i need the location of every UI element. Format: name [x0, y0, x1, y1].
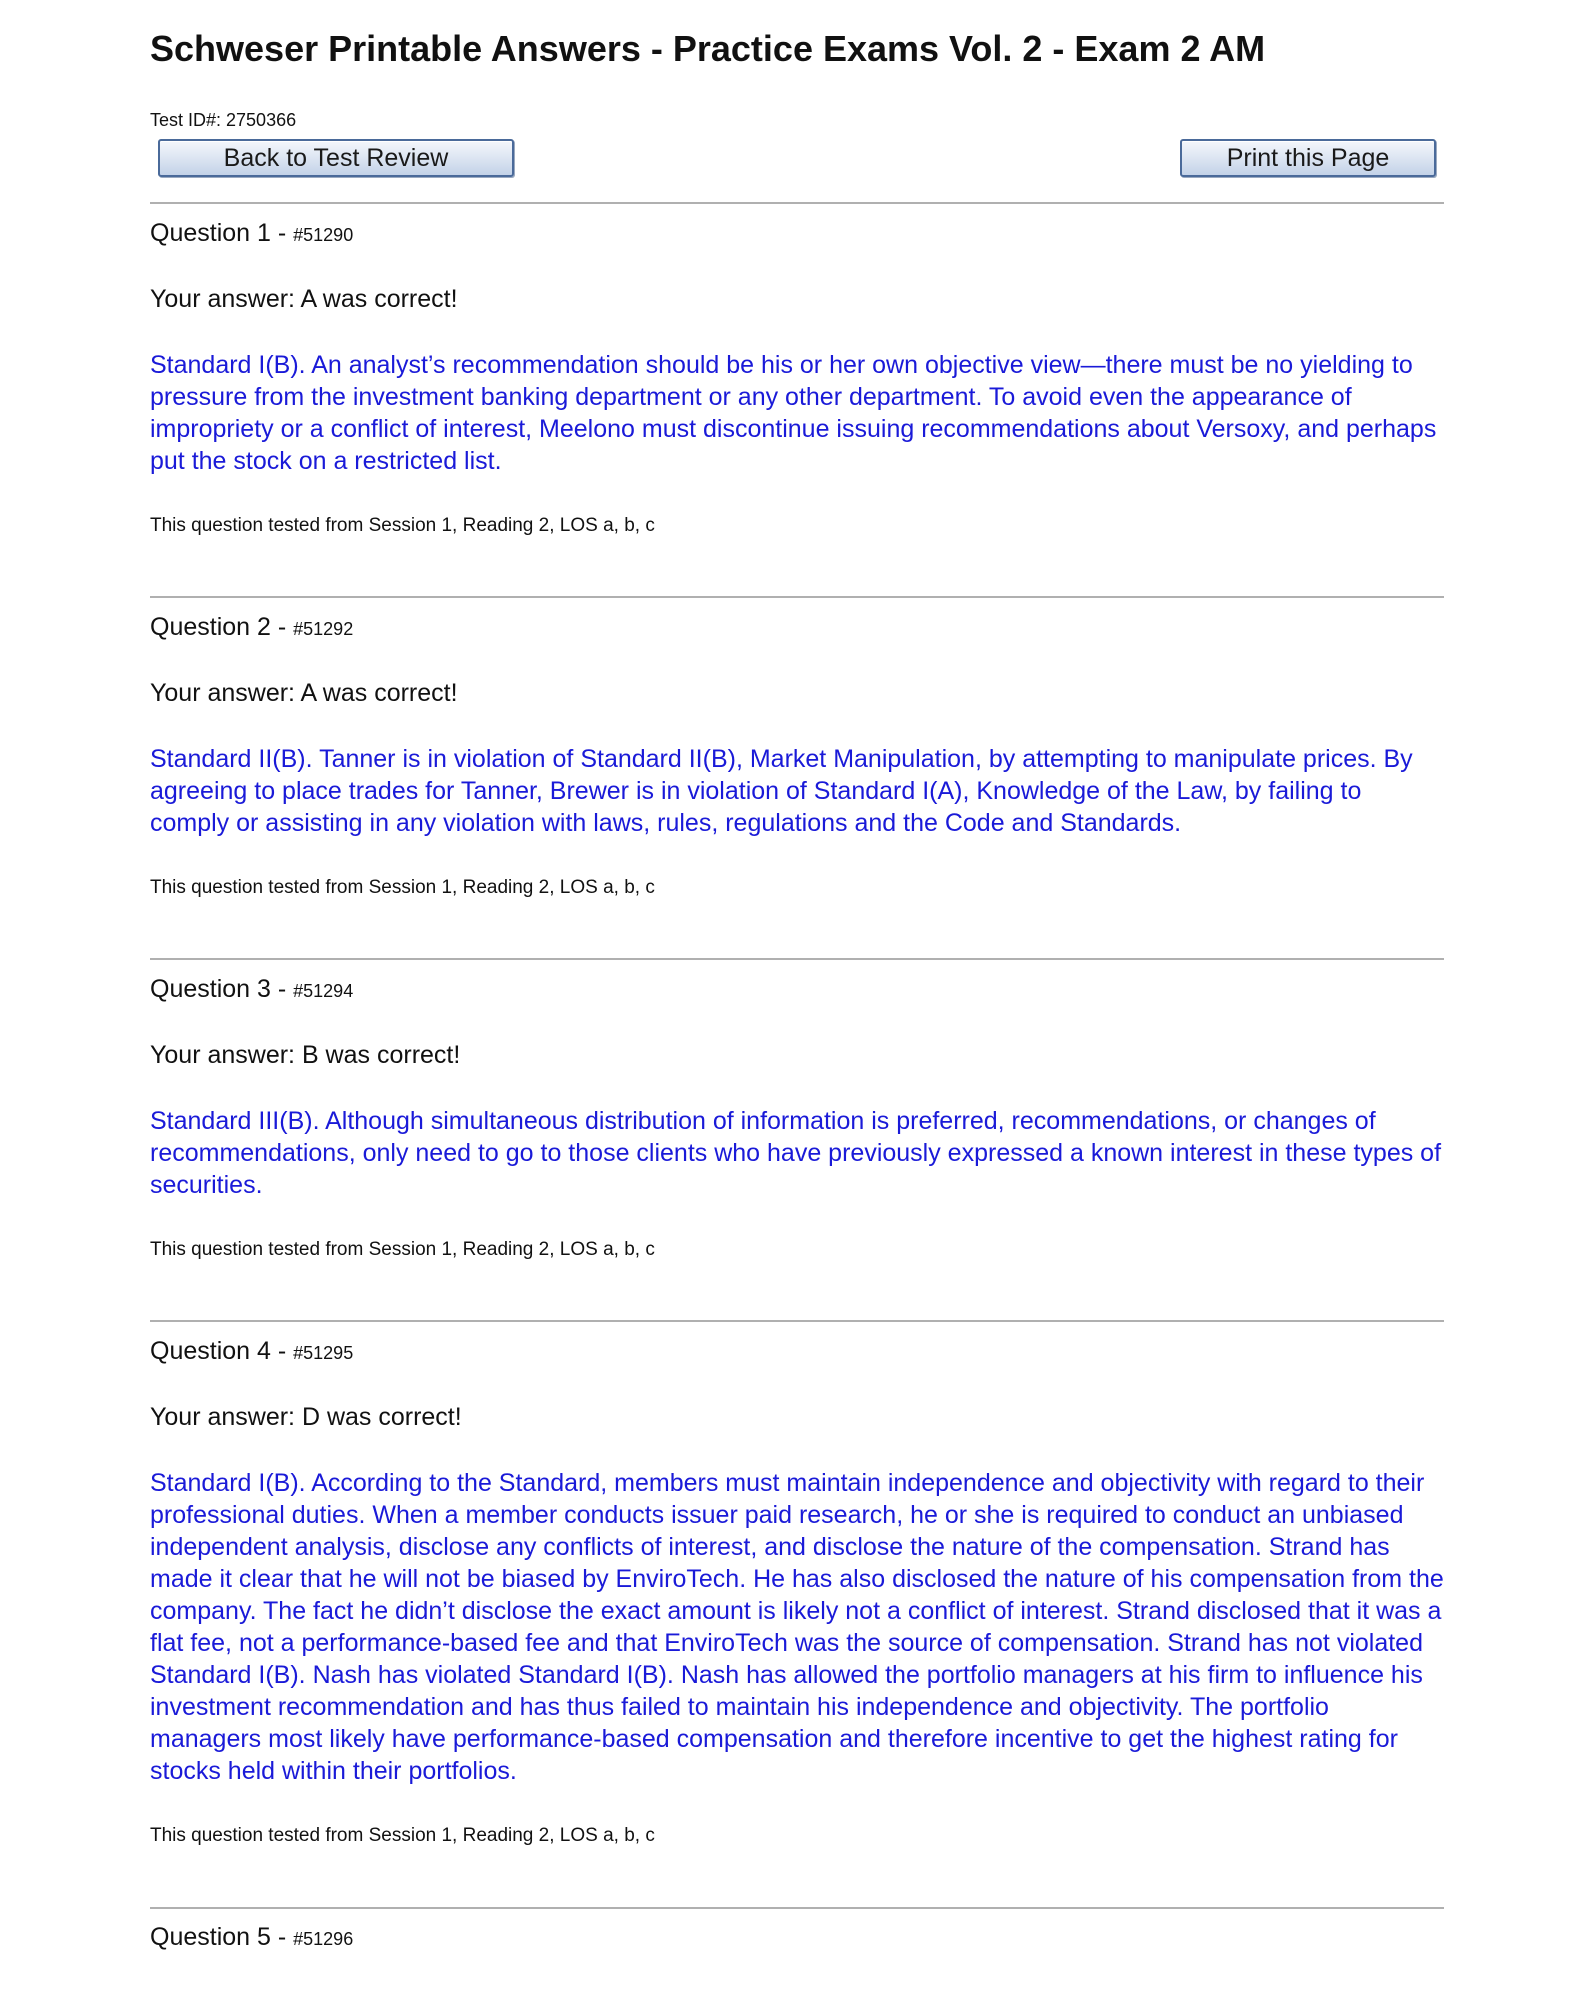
question-block — [150, 613, 1444, 899]
divider — [150, 202, 1444, 204]
question-block — [150, 219, 1444, 537]
question-id: #51296 — [293, 1929, 354, 1949]
question-id: #51295 — [293, 1343, 354, 1363]
question-block — [150, 1337, 1444, 1847]
your-answer: Your answer: B was correct! — [150, 1041, 461, 1069]
test-id: Test ID#: 2750366 — [150, 110, 297, 130]
divider — [150, 1320, 1444, 1322]
explanation: Standard I(B). According to the Standard, members must maintain independence and objectivity with regard to their professional duties. When a member conducts issuer paid research, he or she is required to conduct an unbiased independent analysis, disclose any conflicts of interest, and disclose the nature of the compensation. Strand has made it clear that he will not be biased by EnviroTech. He has also disclosed the nature of his compensation from the company. The fact he didn’t disclose the exact amount is likely not a conflict of interest. Strand disclosed that it was a flat fee, not a performance-based fee and that EnviroTech was the source of compensation. Strand has not violated Standard I(B). Nash has violated Standard I(B). Nash has allowed the portfolio managers at his firm to influence his investment recommendation and has thus failed to maintain his independence and objectivity. The portfolio managers most likely have performance-based compensation and therefore incentive to get the highest rating for stocks held within their portfolios. — [150, 1469, 1444, 1785]
question-label: Question 4 - — [150, 1337, 294, 1365]
question-id: #51294 — [293, 981, 354, 1001]
question-block — [150, 1923, 1444, 1952]
session-info: This question tested from Session 1, Reading 2, LOS a, b, c — [150, 877, 655, 898]
question-block — [150, 975, 1444, 1261]
question-heading — [150, 1337, 1444, 1366]
session-info: This question tested from Session 1, Reading 2, LOS a, b, c — [150, 1239, 655, 1260]
question-label: Question 3 - — [150, 975, 294, 1003]
your-answer: Your answer: D was correct! — [150, 1403, 462, 1431]
explanation: Standard I(B). An analyst’s recommendation should be his or her own objective view—there must be no yielding to pressure from the investment banking department or any other department. To avoid even the appearance of impropriety or a conflict of interest, Meelono must discontinue issuing recommendations about Versoxy, and perhaps put the stock on a restricted list. — [150, 351, 1437, 475]
question-label: Question 5 - — [150, 1923, 294, 1951]
divider — [150, 958, 1444, 960]
question-label: Question 2 - — [150, 613, 294, 641]
explanation: Standard II(B). Tanner is in violation of Standard II(B), Market Manipulation, by attempting to manipulate prices. By agreeing to place trades for Tanner, Brewer is in violation of Standard I(A), Knowledge of the Law, by failing to comply or assisting in any violation with laws, rules, regulations and the Code and Standards. — [150, 745, 1413, 837]
session-info: This question tested from Session 1, Reading 2, LOS a, b, c — [150, 515, 655, 536]
your-answer: Your answer: A was correct! — [150, 679, 458, 707]
question-id: #51292 — [293, 619, 354, 639]
question-heading — [150, 219, 1444, 248]
question-label: Question 1 - — [150, 219, 294, 247]
question-heading — [150, 1923, 1444, 1952]
question-id: #51290 — [293, 225, 354, 245]
divider — [150, 596, 1444, 598]
session-info: This question tested from Session 1, Reading 2, LOS a, b, c — [150, 1825, 655, 1846]
question-heading — [150, 975, 1444, 1004]
print-page-button[interactable]: Print this Page — [1180, 139, 1436, 177]
page-title: Schweser Printable Answers - Practice Exams Vol. 2 - Exam 2 AM — [150, 28, 1266, 69]
divider — [150, 1907, 1444, 1909]
back-to-test-review-button[interactable]: Back to Test Review — [158, 139, 514, 177]
question-heading — [150, 613, 1444, 642]
explanation: Standard III(B). Although simultaneous distribution of information is preferred, recommendations, or changes of recommendations, only need to go to those clients who have previously expressed a known interest in these types of securities. — [150, 1107, 1442, 1199]
your-answer: Your answer: A was correct! — [150, 285, 458, 313]
